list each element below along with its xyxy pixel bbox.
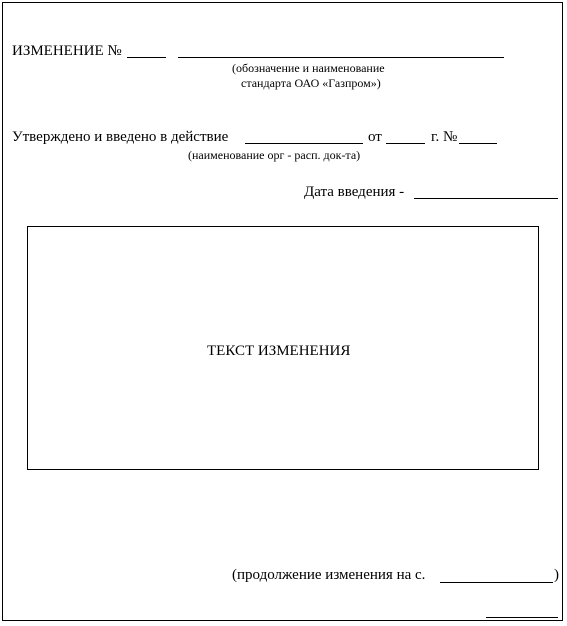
change-text-placeholder: ТЕКСТ ИЗМЕНЕНИЯ — [207, 343, 351, 359]
approval-label: Утверждено и введено в действие — [12, 129, 229, 145]
approval-year-no-label: г. № — [431, 129, 458, 145]
date-label: Дата введения - — [304, 184, 405, 200]
standard-designation-field[interactable] — [178, 57, 504, 58]
page-number-field[interactable] — [486, 617, 558, 618]
change-number-label: ИЗМЕНЕНИЕ № — [12, 43, 122, 59]
approval-date-field[interactable] — [386, 143, 425, 144]
continuation-label: (продолжение изменения на с. — [232, 567, 426, 583]
date-field[interactable] — [414, 198, 558, 199]
change-number-field[interactable] — [127, 57, 166, 58]
approval-organization-field[interactable] — [245, 143, 363, 144]
continuation-close-paren: ) — [554, 567, 559, 583]
approval-from-label: от — [368, 129, 382, 145]
approval-doc-number-field[interactable] — [459, 143, 497, 144]
standard-caption-line2: стандарта ОАО «Газпром») — [241, 76, 381, 90]
standard-caption-line1: (обозначение и наименование — [232, 61, 385, 75]
continuation-page-field[interactable] — [440, 582, 553, 583]
approval-doc-caption: (наименование орг - расп. док-та) — [188, 148, 361, 162]
